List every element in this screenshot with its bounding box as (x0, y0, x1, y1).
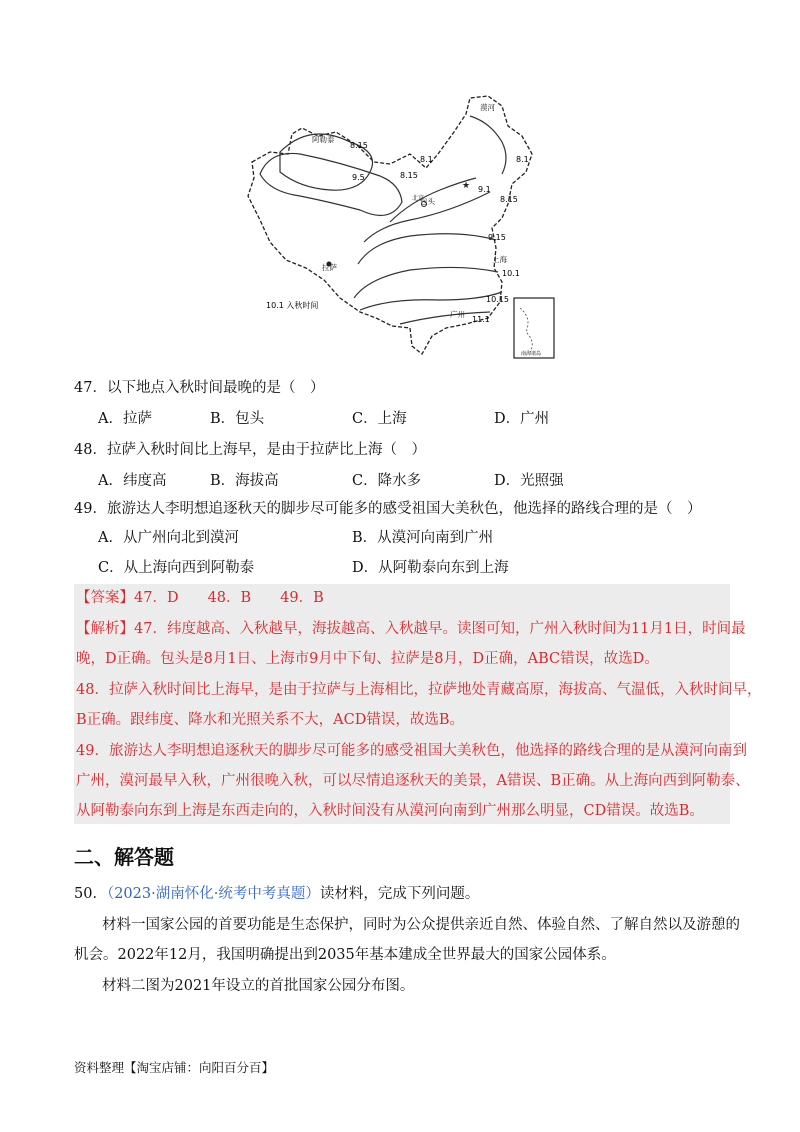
question-49-stem: 49．旅游达人李明想追逐秋天的脚步尽可能多的感受祖国大美秋色，他选择的路线合理的是（ ） (74, 501, 702, 517)
section-title: 二、解答题 (74, 845, 174, 869)
analysis-line-6: 广州，漠河最早入秋，广州很晚入秋，可以尽情追逐秋天的美景，A错误、B正确。从上海向西到阿勒泰、 (76, 773, 750, 789)
isoline-label: 8.15 (350, 141, 368, 150)
isoline-label: 8.15 (500, 195, 518, 204)
analysis-line-1: 【解析】47．纬度越高、入秋越早，海拔越高、入秋越早。读图可知，广州入秋时间为11月1日，时间最 (76, 621, 746, 637)
inset-label: 南海诸岛 (521, 351, 542, 357)
analysis-line-3: 48．拉萨入秋时间比上海早，是由于拉萨与上海相比，拉萨地处青藏高原，海拔高、气温低，入秋时间早， (76, 682, 762, 698)
map-label-beijing: 北京 (412, 195, 425, 202)
map-legend: 10.1 入秋时间 (266, 301, 319, 310)
isoline-label: 11.1 (472, 315, 490, 324)
q48-option-a: A．纬度高 (98, 473, 167, 489)
q47-option-c: C．上海 (352, 411, 407, 427)
q47-option-d: D．广州 (494, 411, 550, 427)
isoline-label: 10.15 (486, 295, 509, 304)
analysis-line-7: 从阿勒泰向东到上海是东西走向的，入秋时间没有从漠河向南到广州那么明显，CD错误。故选B。 (76, 803, 704, 819)
q49-option-c: C．从上海向西到阿勒泰 (98, 560, 255, 576)
isoline-label: 9.5 (352, 173, 365, 182)
answer-line: 【答案】47．D 48．B 49．B (76, 590, 324, 606)
map-label-shanghai: 上海 (492, 255, 507, 264)
map-label-baotou: 包头 (420, 197, 435, 206)
material-1-line-1: 材料一国家公园的首要功能是生态保护，同时为公众提供亲近自然、体验自然、了解自然以及游憩的 (102, 917, 740, 933)
map-label-mohe: 漠河 (480, 103, 495, 112)
isoline-label: 8.1 (516, 155, 529, 164)
footer-text: 资料整理【淘宝店铺：向阳百分百】 (74, 1060, 275, 1075)
q48-option-d: D．光照强 (494, 473, 564, 489)
analysis-line-4: B正确。跟纬度、降水和光照关系不大，ACD错误，故选B。 (76, 712, 465, 728)
q50-instruction: 读材料，完成下列问题。 (319, 886, 480, 902)
analysis-line-2: 晚，D正确。包头是8月1日、上海市9月中下旬、拉萨是8月，D正确，ABC错误，故选D。 (76, 651, 659, 667)
isoline-label: 9.15 (488, 233, 506, 242)
q48-option-c: C．降水多 (352, 473, 422, 489)
map-label-altay: 阿勒泰 (312, 135, 335, 144)
china-autumn-onset-map (240, 92, 570, 362)
material-2: 材料二图为2021年设立的首批国家公园分布图。 (102, 978, 415, 994)
south-china-sea-inset (514, 298, 554, 358)
isoline-label: 9.1 (478, 185, 491, 194)
isoline-label: 10.1 (502, 269, 520, 278)
map-label-lhasa: 拉萨 (322, 263, 337, 272)
q50-source-link[interactable]: （2023·湖南怀化·统考中考真题） (106, 886, 320, 902)
question-48-stem: 48．拉萨入秋时间比上海早，是由于拉萨比上海（ ） (74, 442, 426, 458)
map-label-guangzhou: 广州 (450, 310, 465, 319)
q49-option-a: A．从广州向北到漠河 (98, 530, 239, 546)
question-47-stem: 47．以下地点入秋时间最晚的是（ ） (74, 380, 325, 396)
isoline-label: 8.1 (420, 155, 433, 164)
material-1-line-2: 机会。2022年12月，我国明确提出到2035年基本建成全世界最大的国家公园体系。 (74, 947, 616, 963)
q50-number: 50． (74, 886, 107, 902)
q49-option-b: B．从漠河向南到广州 (352, 530, 494, 546)
q48-option-b: B．海拔高 (210, 473, 279, 489)
question-50-header (74, 884, 479, 904)
isoline-label: 8.15 (400, 171, 418, 180)
q49-option-d: D．从阿勒泰向东到上海 (352, 560, 509, 576)
q47-option-a: A．拉萨 (98, 411, 152, 427)
analysis-line-5: 49．旅游达人李明想追逐秋天的脚步尽可能多的感受祖国大美秋色，他选择的路线合理的是从漠河向南到 (76, 743, 747, 759)
q47-option-b: B．包头 (210, 411, 265, 427)
svg-text:★: ★ (462, 181, 471, 191)
